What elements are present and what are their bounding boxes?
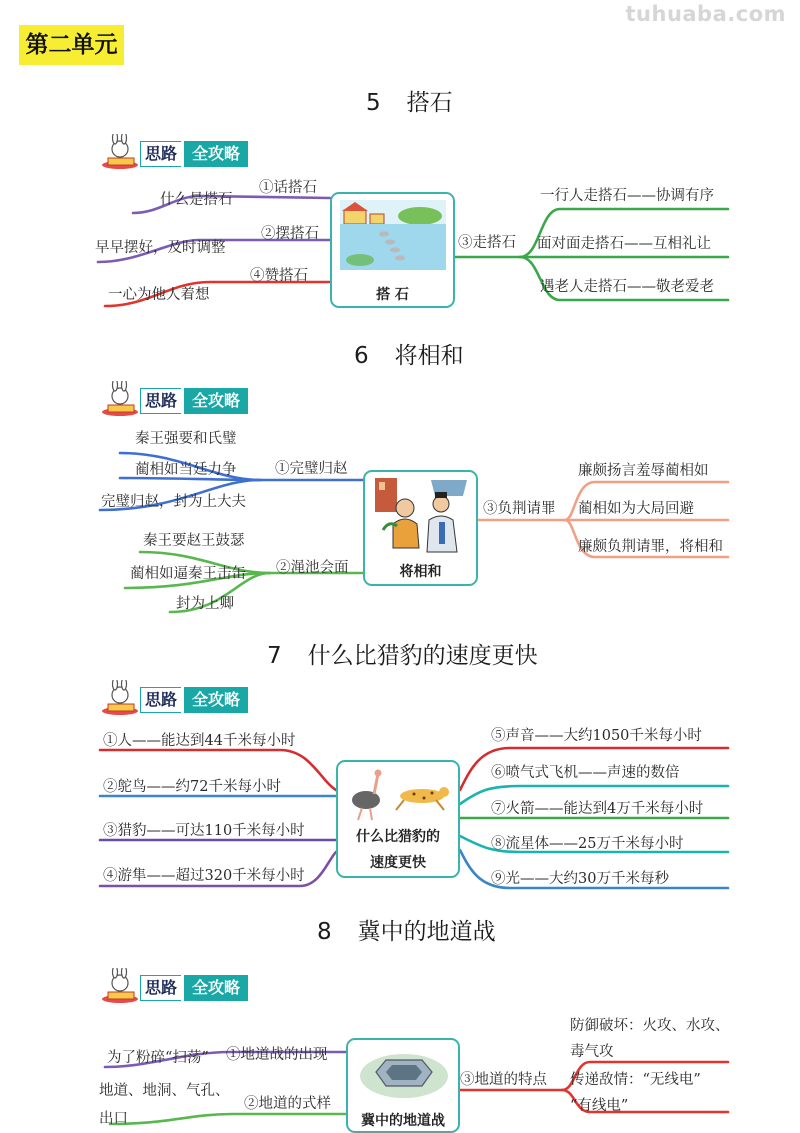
l6-b3-leaf-1: 廉颇扬言羞辱蔺相如 (578, 463, 709, 479)
l7-center-label-1: 什么比猎豹的 (356, 829, 440, 845)
l5-b3-leaf-2: 面对面走搭石——互相礼让 (537, 236, 711, 252)
l5-b1-label: ①话搭石 (259, 180, 317, 196)
l7-left-item-4: ④游隼——超过320千米每小时 (103, 868, 305, 884)
generals-illustration (371, 476, 471, 556)
lesson8-number: 8 (317, 919, 332, 945)
ostrich-cheetah-illustration (344, 766, 454, 822)
badge-part2: 全攻略 (184, 141, 248, 167)
badge-part1: 思路 (140, 975, 181, 1001)
watermark: tuhuaba.com (625, 2, 786, 26)
l6-b1-leaf-3: 完璧归赵，封为上大夫 (101, 494, 246, 510)
lesson5-number: 5 (366, 90, 381, 116)
lesson6-title: 将相和 (394, 343, 464, 369)
l8-center-label: 冀中的地道战 (361, 1113, 445, 1129)
bunny-reading-icon (100, 134, 142, 170)
lesson5-title: 搭石 (406, 90, 453, 116)
lesson5-heading (366, 84, 453, 117)
l5-b2-leaf: 早早摆好，及时调整 (95, 240, 226, 256)
bunny-reading-icon (100, 381, 142, 417)
l6-b2-leaf-1: 秦王要赵王鼓瑟 (143, 533, 245, 549)
l6-b1-leaf-2: 蔺相如当廷力争 (135, 462, 237, 478)
l6-center-node (363, 470, 478, 586)
l7-left-item-2: ②鸵鸟——约72千米每小时 (103, 779, 281, 795)
l6-b3-leaf-2: 蔺相如为大局回避 (578, 501, 694, 517)
l8-b3-leaf-1b: 毒气攻 (570, 1044, 614, 1060)
l6-b1-leaf-1: 秦王强要和氏璧 (135, 431, 237, 447)
l6-b2-label: ②渑池会面 (276, 560, 349, 576)
badge-part2: 全攻略 (184, 975, 248, 1001)
lesson7-number: 7 (267, 643, 282, 669)
badge-part1: 思路 (140, 687, 181, 713)
l8-b3-label: ③地道的特点 (460, 1072, 547, 1088)
tunnel-entrance-illustration (356, 1046, 452, 1102)
l7-left-item-3: ③猎豹——可达110千米每小时 (103, 823, 305, 839)
l8-b2-label: ②地道的式样 (244, 1096, 331, 1112)
l5-b1-leaf: 什么是搭石 (160, 192, 233, 208)
bunny-reading-icon (100, 680, 142, 716)
lesson6-heading (354, 337, 464, 370)
lesson8-heading (317, 913, 496, 946)
lesson7-heading (267, 637, 538, 670)
l8-b1-label: ①地道战的出现 (226, 1047, 328, 1063)
badge-part1: 思路 (140, 388, 181, 414)
l5-b3-leaf-1: 一行人走搭石——协调有序 (540, 188, 714, 204)
l6-b3-leaf-3: 廉颇负荆请罪，将相和 (578, 539, 723, 555)
l8-b1-leaf: 为了粉碎“扫荡” (107, 1050, 209, 1066)
lesson6-number: 6 (354, 343, 369, 369)
l7-left-item-1: ①人——能达到44千米每小时 (103, 733, 296, 749)
l5-b3-label: ③走搭石 (458, 235, 516, 251)
l7-right-item-5: ⑨光——大约30万千米每秒 (491, 871, 669, 887)
lesson7-title: 什么比猎豹的速度更快 (307, 643, 538, 669)
l5-b2-label: ②摆搭石 (261, 226, 319, 242)
l7-center-node (336, 760, 460, 878)
l7-center-label-2: 速度更快 (370, 855, 426, 871)
l8-b2-leaf-1: 地道、地洞、气孔、 (99, 1083, 230, 1099)
unit-title: 第二单元 (19, 25, 124, 65)
badge-part2: 全攻略 (184, 687, 248, 713)
l8-b3-leaf-2a: 传递敌情：“无线电” (570, 1072, 701, 1088)
river-stones-illustration (340, 200, 446, 270)
l8-b2-leaf-2: 出口 (99, 1111, 128, 1127)
l8-center-node (346, 1038, 460, 1133)
lesson8-title: 冀中的地道战 (357, 919, 496, 945)
l5-center-node (330, 192, 455, 308)
l8-b3-leaf-1a: 防御破坏：火攻、水攻、 (570, 1018, 730, 1034)
l7-right-item-1: ⑤声音——大约1050千米每小时 (491, 728, 702, 744)
l6-b1-label: ①完璧归赵 (275, 461, 348, 477)
l5-b4-label: ④赞搭石 (250, 268, 308, 284)
l6-b2-leaf-3: 封为上卿 (176, 596, 234, 612)
l6-b2-leaf-2: 蔺相如逼秦王击缶 (130, 566, 246, 582)
badge-part2: 全攻略 (184, 388, 248, 414)
l5-b4-leaf: 一心为他人着想 (108, 287, 210, 303)
l5-center-label: 搭 石 (376, 287, 409, 303)
badge-part1: 思路 (140, 141, 181, 167)
l8-b3-leaf-2b: “有线电” (570, 1098, 629, 1114)
l7-right-item-4: ⑧流星体——25万千米每小时 (491, 836, 684, 852)
l6-center-label: 将相和 (399, 564, 442, 580)
l7-right-item-2: ⑥喷气式飞机——声速的数倍 (491, 765, 680, 781)
l6-b3-label: ③负荆请罪 (483, 501, 556, 517)
l5-b3-leaf-3: 遇老人走搭石——敬老爱老 (540, 279, 714, 295)
l7-right-item-3: ⑦火箭——能达到4万千米每小时 (491, 801, 704, 817)
bunny-reading-icon (100, 968, 142, 1004)
